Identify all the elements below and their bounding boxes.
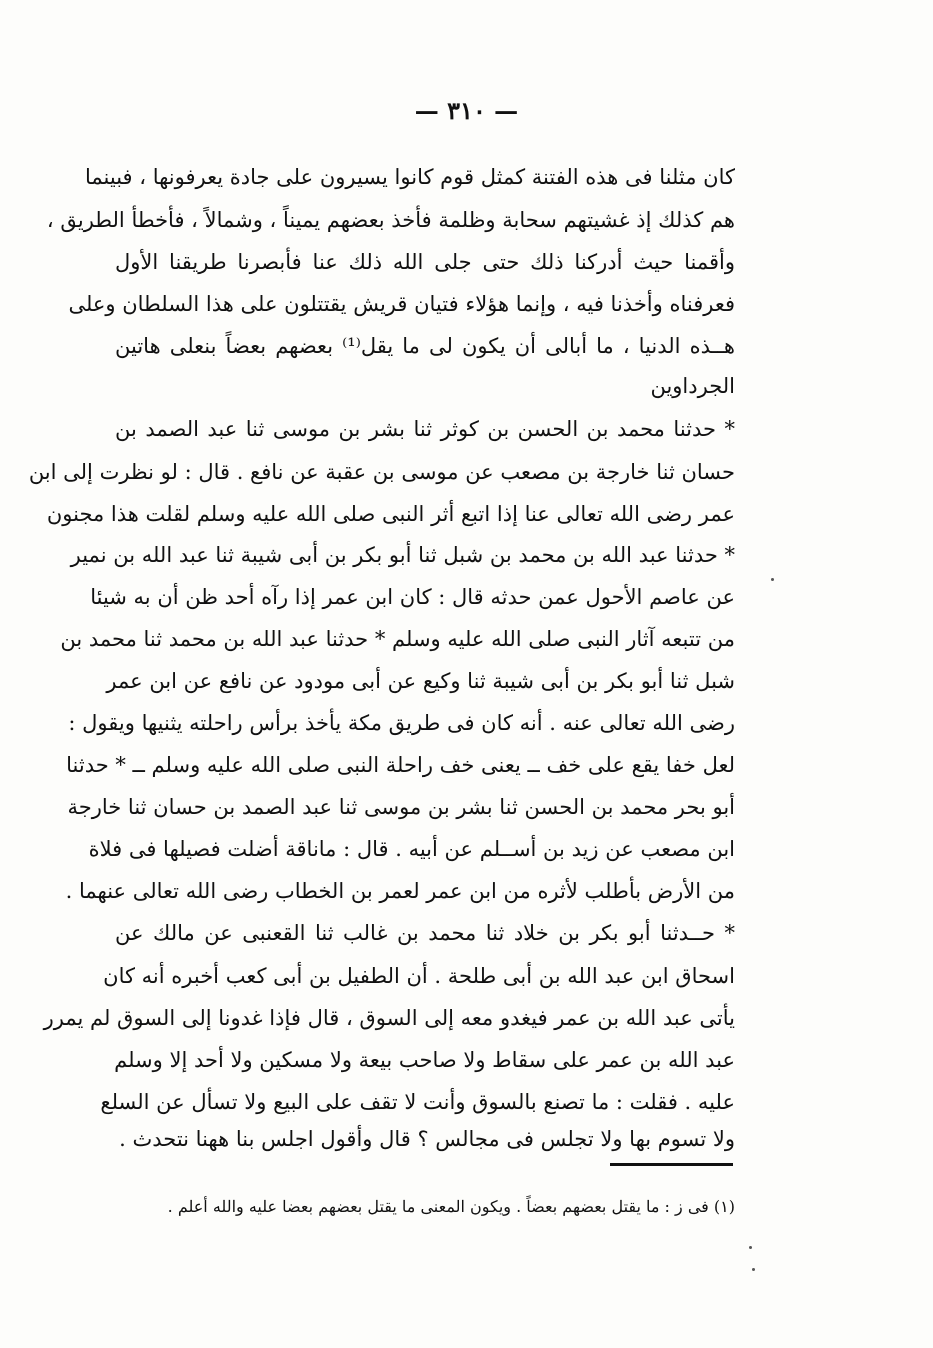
footnote-separator-rule: [610, 1163, 733, 1166]
paragraph-3-line-5: عليه . فقلت : ما تصنع بالسوق وأنت لا تقف على البيع ولا تسأل عن السلع: [100, 1090, 735, 1114]
paragraph-2-line-12: من الأرض بأطلب لأثره من ابن عمر لعمر بن الخطاب رضى الله تعالى عنهما .: [65, 879, 735, 903]
scan-speck: [749, 1246, 752, 1249]
paragraph-1-line-1: كان مثلنا فى هذه الفتنة كمثل قوم كانوا يسيرون على جادة يعرفونها ، فبينما: [84, 165, 735, 189]
paragraph-2-line-7: شبل ثنا أبو بكر بن أبى شيبة ثنا وكيع عن أبى مودود عن نافع عن ابن عمر: [106, 669, 735, 693]
paragraph-3-line-3: يأتى عبد الله بن عمر فيغدو معه إلى السوق ، قال فإذا غدونا إلى السوق لم يمرر: [43, 1006, 735, 1030]
paragraph-1-line-4: فعرفناه وأخذنا فيه ، وإنما هؤلاء فتيان قريش يقتتلون على هذا السلطان وعلى: [68, 292, 735, 316]
paragraph-2-line-8: رضى الله تعالى عنه . أنه كان فى طريق مكة يأخذ برأس راحلته يثنيها ويقول :: [68, 711, 735, 735]
paragraph-2-line-10: أبو بحر محمد بن الحسن ثنا بشر بن موسى ثنا عبد الصمد بن حسان ثنا خارجة: [67, 795, 735, 819]
scan-speck: [771, 578, 774, 581]
footnote: (١) فى ز : ما يقتل بعضهم بعضاً . ويكون المعنى ما يقتل بعضهم بعضا عليه والله أعلم .: [167, 1197, 735, 1216]
paragraph-2-line-5: عن عاصم الأحول عمن حدثه قال : كان ابن عمر إذا رآه أحد ظن أن به شيئا: [90, 585, 735, 609]
paragraph-1-line-2: هم كذلك إذ غشيتهم سحابة وظلمة فأخذ بعضهم يميناً ، وشمالاً ، فأخطأ الطريق ،: [46, 208, 735, 232]
paragraph-3-line-6: ولا تسوم بها ولا تجلس فى مجالس ؟ قال وأقول اجلس بنا ههنا نتحدث .: [119, 1127, 735, 1151]
paragraph-2-line-9: لعل خفا يقع على خف ــ يعنى خف راحلة النبى صلى الله عليه وسلم ــ * حدثنا: [66, 753, 735, 777]
paragraph-1-line-5: هــذه الدنيا ، ما أبالى أن يكون لى ما يقل⁽¹⁾ بعضهم بعضاً بنعلى هاتين: [115, 334, 735, 358]
paragraph-2-line-6: من تتبعه آثار النبى صلى الله عليه وسلم * حدثنا عبد الله بن محمد ثنا محمد بن: [60, 627, 735, 651]
page-number: — ٣١٠ —: [414, 96, 519, 125]
paragraph-2-line-2: حسان ثنا خارجة بن مصعب عن موسى بن عقبة عن نافع . قال : لو نظرت إلى ابن: [28, 460, 735, 484]
paragraph-2-line-11: ابن مصعب عن زيد بن أســلم عن أبيه . قال : ماناقة أضلت فصيلها فى فلاة: [88, 837, 735, 861]
paragraph-3-line-2: اسحاق ابن عبد الله بن أبى طلحة . أن الطفيل بن أبى كعب أخبره أنه كان: [103, 964, 735, 988]
paragraph-2-line-3: عمر رضى الله تعالى عنا إذا اتبع أثر النبى صلى الله عليه وسلم لقلت هذا مجنون: [46, 502, 735, 526]
paragraph-3-line-4: عبد الله بن عمر على سقاط ولا صاحب بيعة ولا مسكين ولا أحد إلا وسلم: [114, 1048, 735, 1072]
paragraph-3-line-1: * حــدثنا أبو بكر بن خلاد ثنا محمد بن غالب ثنا القعنبى عن مالك عن: [115, 921, 735, 945]
paragraph-2-line-4: * حدثنا عبد الله بن محمد بن شبل ثنا أبو بكر بن أبى شيبة ثنا عبد الله بن نمير: [70, 543, 735, 567]
paragraph-1-line-6: الجرداوين: [650, 374, 735, 398]
paragraph-1-line-3: وأقمنا حيث أدركنا ذلك حتى جلى الله ذلك عنا فأبصرنا طريقنا الأول: [115, 250, 735, 274]
paragraph-2-line-1: * حدثنا محمد بن الحسن بن كوثر ثنا بشر بن موسى ثنا عبد الصمد بن: [115, 417, 735, 441]
scan-speck: [752, 1268, 755, 1271]
